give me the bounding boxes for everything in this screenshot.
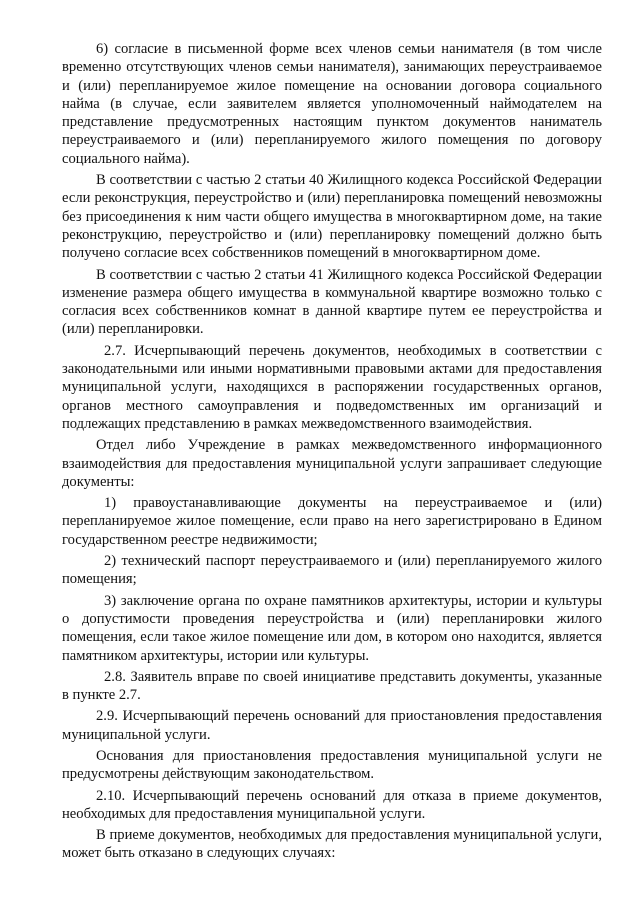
paragraph-article-40: В соответствии с частью 2 статьи 40 Жилищного кодекса Российской Федерации если реконструкция, переустройство и (или) перепланировка помещений невозможны без присоединения к ним части общего имущества в многоквартирном доме, на такие реконструкцию, переустройство и (или) перепланировку помещений должно быть получено согласие всех собственников помещений в многоквартирном доме. bbox=[62, 172, 602, 262]
paragraph-interagency-request: Отдел либо Учреждение в рамках межведомственного информационного взаимодействия для предоставления муниципальной услуги запрашивает следующие документы: bbox=[62, 437, 602, 490]
list-item-title-documents: 1) правоустанавливающие документы на переустраиваемое и (или) перепланируемое жилое помещение, если право на него зарегистрировано в Едином государственном реестре недвижимости; bbox=[62, 495, 602, 548]
paragraph-consent-family: 6) согласие в письменной форме всех членов семьи нанимателя (в том числе временно отсутствующих членов семьи нанимателя), занимающих переустраиваемое и (или) перепланируемое жилое помещение на основании договора социального найма (в случае, если заявителем является уполномоченный наймодателем на представление предусмотренных настоящим пунктом документов наниматель переустраиваемого и (или) перепланируемого жилого помещения по договору социального найма). bbox=[62, 41, 602, 167]
paragraph-section-2-8: 2.8. Заявитель вправе по своей инициативе представить документы, указанные в пункте 2.7. bbox=[62, 668, 602, 704]
paragraph-section-2-10: 2.10. Исчерпывающий перечень оснований для отказа в приеме документов, необходимых для предоставления муниципальной услуги. bbox=[62, 787, 602, 822]
paragraph-section-2-7: 2.7. Исчерпывающий перечень документов, необходимых в соответствии с законодательными или иными нормативными правовыми актами для предоставления муниципальной услуги, находящихся в распоряжении государственных органов, органов местного самоуправления и подведомственных им организаций и подлежащих представлению в рамках межведомственного взаимодействия. bbox=[62, 342, 602, 432]
paragraph-refusal-cases: В приеме документов, необходимых для предоставления муниципальной услуги, может быть отказано в следующих случаях: bbox=[62, 827, 602, 862]
list-item-monument-conclusion: 3) заключение органа по охране памятников архитектуры, истории и культуры о допустимости проведения переустройства и (или) перепланировки жилого помещения, если такое жилое помещение или дом, в котором оно находится, является памятником архитектуры, истории или культуры. bbox=[62, 592, 602, 664]
document-page bbox=[62, 40, 602, 866]
paragraph-section-2-9: 2.9. Исчерпывающий перечень оснований для приостановления предоставления муниципальной услуги. bbox=[62, 708, 602, 743]
paragraph-suspension-grounds: Основания для приостановления предоставления муниципальной услуги не предусмотрены действующим законодательством. bbox=[62, 747, 602, 783]
paragraph-article-41: В соответствии с частью 2 статьи 41 Жилищного кодекса Российской Федерации изменение размера общего имущества в коммунальной квартире возможно только с согласия всех собственников комнат в данной квартире путем ее переустройства и (или) перепланировки. bbox=[62, 266, 602, 338]
list-item-technical-passport: 2) технический паспорт переустраиваемого и (или) перепланируемого жилого помещения; bbox=[62, 553, 602, 588]
